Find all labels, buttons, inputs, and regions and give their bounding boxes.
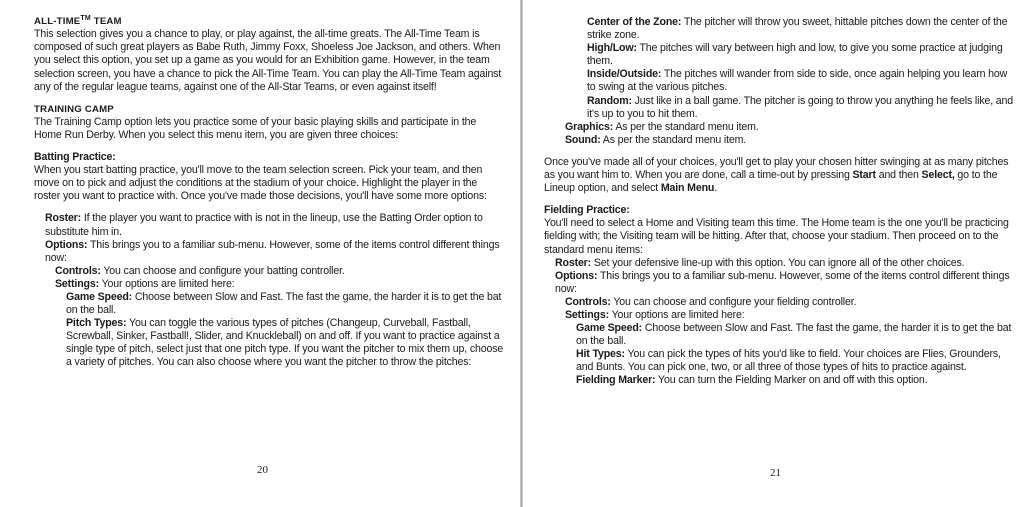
graphics-item: [544, 121, 1014, 134]
item-label: Options:: [45, 238, 88, 251]
item-text: Your options are limited here:: [98, 277, 235, 290]
fielding-hit-types-item: [544, 348, 1014, 374]
item-text: You can choose and configure your fielding controller.: [610, 295, 857, 308]
title-part-a: ALL-TIME: [34, 16, 81, 28]
item-label: Center of the Zone:: [587, 16, 682, 28]
batting-options-item: [34, 239, 506, 265]
batting-closing-paragraph: [544, 156, 1014, 195]
item-label: Inside/Outside:: [587, 68, 662, 81]
fielding-options-item: [544, 270, 1014, 296]
item-text: If the player you want to practice with is not in the lineup, use the Batting Order option to substitute him in.: [45, 212, 483, 238]
item-label: Game Speed:: [576, 322, 643, 335]
item-text: As per the standard menu item.: [600, 133, 747, 146]
item-text: You can choose and configure your batting controller.: [100, 264, 345, 277]
item-text: As per the standard menu item.: [613, 120, 759, 133]
closing-text-c: go to the Lineup option, and select: [544, 169, 998, 195]
item-label: Controls:: [565, 295, 611, 308]
center-of-zone-item: [544, 16, 1014, 42]
item-text: You can turn the Fielding Marker on and off with this option.: [655, 374, 928, 387]
item-text: The pitches will wander from side to side, once again helping you learn how to swing at the various pitches.: [587, 68, 1008, 94]
item-label: Settings:: [565, 308, 609, 321]
fielding-roster-item: [544, 257, 1014, 270]
item-label: Controls:: [55, 264, 101, 277]
item-label: Settings:: [55, 277, 99, 290]
item-label: Hit Types:: [576, 348, 625, 361]
batting-practice-heading: Batting Practice:: [34, 151, 116, 164]
fielding-settings-item: [544, 309, 1014, 322]
item-text: Just like in a ball game. The pitcher is going to throw you anything he feels like, and it's up to you to hit them.: [587, 94, 1014, 120]
right-page: [523, 0, 1031, 507]
item-text: This brings you to a familiar sub-menu. However, some of the items control different things now:: [555, 269, 1010, 295]
title-part-b: TEAM: [90, 16, 122, 28]
item-label: Sound:: [565, 133, 601, 146]
section-title-training-camp: TRAINING CAMP: [34, 103, 114, 115]
page-number-right: 21: [770, 467, 781, 479]
item-label: Random:: [587, 94, 632, 107]
sound-item: [544, 134, 1014, 147]
batting-settings-item: [34, 278, 506, 291]
item-text: Choose between Slow and Fast. The fast the game, the harder it is to get the bat on the ball.: [576, 322, 1012, 348]
fielding-marker-item: [544, 374, 1014, 387]
item-label: Roster:: [555, 256, 592, 269]
item-label: Game Speed:: [66, 290, 133, 303]
closing-text-b: and then: [875, 169, 922, 182]
item-label: High/Low:: [587, 42, 637, 55]
item-text: Your options are limited here:: [608, 308, 745, 321]
batting-game-speed-item: [34, 291, 506, 317]
high-low-item: [544, 42, 1014, 68]
trademark-mark: TM: [80, 15, 91, 22]
item-label: Pitch Types:: [66, 317, 127, 330]
item-label: Roster:: [45, 212, 82, 225]
inside-outside-item: [544, 68, 1014, 94]
item-label: Fielding Marker:: [576, 374, 656, 387]
select-key-label: Select,: [921, 169, 955, 182]
start-key-label: Start: [852, 169, 876, 182]
main-menu-label: Main Menu: [660, 182, 715, 195]
training-camp-body: The Training Camp option lets you practice some of your basic playing skills and participate in the Home Run Derby. When you select this menu item, you are given three choices:: [34, 115, 477, 141]
page-number-left: 20: [257, 464, 268, 476]
batting-roster-item: [34, 212, 506, 238]
item-text: You can pick the types of hits you'd like to field. Your choices are Flies, Grounders, and Bunts. You can pick one, two, or all three of those types of hits to practice against.: [576, 348, 1001, 374]
closing-text-a: Once you've made all of your choices, you'll get to play your chosen hitter swinging at as many pitches as you want him to. When you are done, call a time-out by pressing: [544, 155, 1009, 182]
all-time-team-body: This selection gives you a chance to play, or play against, the all-time greats. The All-Time Team is composed of such great players as Babe Ruth, Jimmy Foxx, Shoeless Joe Jackson, and others. When you select this option, you set up a game as you would for an Exhibition game. However, in the team selection screen, you have a chance to pick the All-Time Team. You can play the All-Time Team against any of the regular league teams, against one of the All-Star Teams, or even against itself!: [34, 28, 502, 93]
item-label: Options:: [555, 269, 598, 282]
section-title-all-time-team: [34, 12, 506, 28]
fielding-game-speed-item: [544, 322, 1014, 348]
right-column: [544, 16, 1014, 388]
item-text: Choose between Slow and Fast. The fast the game, the harder it is to get the bat on the ball.: [66, 290, 502, 317]
batting-pitch-types-item: [34, 317, 506, 369]
batting-practice-body: When you start batting practice, you'll move to the team selection screen. Pick your team, and then move on to pick and adjust the conditions at the stadium of your choice. Highlight the player in the roster you want to practice with. Once you've made those decisions, you'll have some more options:: [34, 164, 487, 203]
item-text: Set your defensive line-up with this option. You can ignore all of the other choices.: [591, 256, 965, 269]
fielding-controls-item: [544, 296, 1014, 309]
closing-text-d: .: [714, 182, 718, 195]
batting-controls-item: [34, 265, 506, 278]
item-text: The pitches will vary between high and low, to give you some practice at judging them.: [587, 42, 1003, 68]
item-text: The pitcher will throw you sweet, hittable pitches down the center of the strike zone.: [587, 16, 1008, 42]
item-text: You can toggle the various types of pitches (Changeup, Curveball, Fastball, Screwball, Sinker, Fastball!, Slider, and Knuckleball) on and off. If you want to practice against a single type of pitch, select just that one pitch type. If you want the pitcher to mix them up, choose a variety of pitches. You can also choose where you want the pitcher to throw the pitches:: [66, 317, 504, 369]
item-label: Graphics:: [565, 120, 614, 133]
item-text: This brings you to a familiar sub-menu. However, some of the items control different things now:: [45, 238, 500, 264]
fielding-practice-heading: Fielding Practice:: [544, 204, 630, 217]
left-column: [34, 12, 506, 370]
fielding-practice-body: You'll need to select a Home and Visiting team this time. The Home team is the one you'll be practicing fielding with; the Visiting team will be hitting. After that, choose your stadium. Then proceed on to the standard menu items:: [544, 217, 1009, 256]
random-item: [544, 95, 1014, 121]
